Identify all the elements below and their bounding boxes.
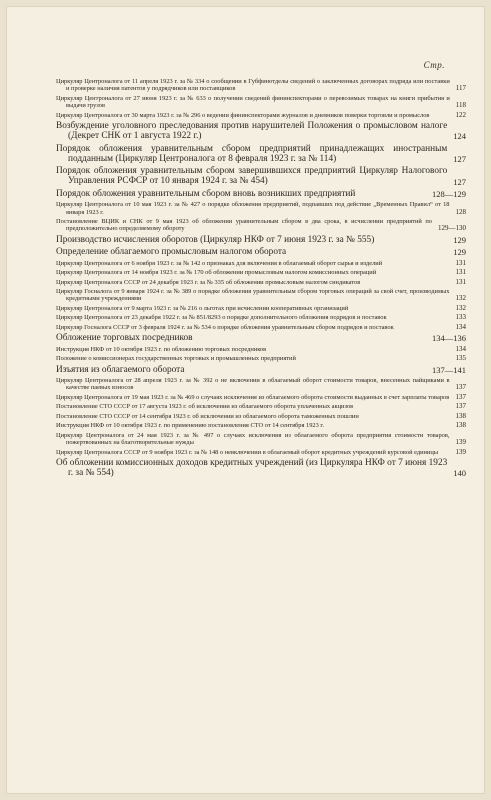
- toc-entry-page: 124: [453, 131, 466, 142]
- toc-entry-title: Изъятия из облагаемого оборота: [56, 364, 185, 375]
- toc-entry: [56, 269, 466, 276]
- toc-entry-title: Циркуляр Госналога от 9 января 1924 г. за № 389 о порядке обложения уравнительным сбором торговых операций за свой счет, производимых кредитными учреждениями: [56, 288, 450, 303]
- toc-entry: [56, 95, 466, 110]
- toc-entry-title: Циркуляр Центроналога от 30 марта 1923 г. за № 296 о ведении фининспекторами журналов и дневников поверки торговли и промыслов: [56, 111, 430, 119]
- toc-entry: [56, 235, 466, 245]
- toc-entry: [56, 314, 466, 321]
- toc-entry: [56, 422, 466, 429]
- toc-entry-page: 132: [455, 303, 466, 312]
- toc-entry-title: Постановление СТО СССР от 14 сентября 1923 г. об исключении из облагаемого оборота таможенных пошлин: [56, 412, 359, 420]
- toc-entry: [56, 346, 466, 353]
- toc-entry-page: 139: [455, 438, 466, 447]
- toc-entry: [56, 403, 466, 410]
- toc-entry: [56, 305, 466, 312]
- toc-entry-page: 137: [455, 383, 466, 392]
- toc-entry-page: 134: [455, 344, 466, 353]
- toc-entry: [56, 78, 466, 93]
- toc-entry-page: 117: [455, 84, 466, 93]
- toc-entry-page: 135: [455, 354, 466, 363]
- toc-entry-title: Обложение торговых посредников: [56, 333, 193, 344]
- toc-entry-title: Инструкция НКФ от 10 октября 1923 г. по применению постановления СТО от 14 сентября 1923 г.: [56, 422, 324, 430]
- toc-entry-title: Порядок обложения уравнительным сбором вновь возникших предприятий: [56, 188, 356, 199]
- toc-entry-title: Положение о комиссионерах государственных торговых и промышленных предприятий: [56, 355, 296, 363]
- toc-entry: [56, 432, 466, 447]
- toc-entry: [56, 413, 466, 420]
- toc-entry-page: 133: [455, 313, 466, 322]
- toc-entry-page: 138: [455, 411, 466, 420]
- toc-entry-title: Циркуляр Центроналога от 28 апреля 1923 г. за № 392 о не включении в облагаемый оборот стоимости товаров, внесенных пайщиками в качестве паевых взносов: [56, 377, 450, 392]
- toc-entry: [56, 279, 466, 286]
- toc-entry-page: 139: [455, 447, 466, 456]
- toc-entry-title: Циркуляр Центроналога от 10 мая 1923 г. за № 427 о порядке обложения предприятий, подпавших под действие „Временных Правил“ от 18 января 1923 г.: [56, 201, 450, 216]
- toc-entry: [56, 121, 466, 141]
- toc-entry: [56, 394, 466, 401]
- toc-entry: [56, 458, 466, 478]
- toc-entry: [56, 218, 466, 233]
- toc-entry-title: Циркуляр Центроналога от 6 ноября 1923 г. за № 142 о признаках для включения в облагаемый оборот сырья и изделий: [56, 259, 383, 267]
- toc-entry-title: Определение облагаемого промысловым налогом оборота: [56, 247, 287, 258]
- toc-entry-title: Циркуляр Центроналога от 9 марта 1923 г. за № 216 о льготах при исчислении кооперативных организаций: [56, 304, 349, 312]
- toc-entry-page: 122: [455, 110, 466, 119]
- toc-entry: [56, 260, 466, 267]
- toc-entry-title: Циркуляр Госналога СССР от 3 февраля 1924 г. за № 534 о порядке обложения уравнительным сбором подрядов и поставок: [56, 323, 394, 331]
- toc-entry-page: 137: [455, 402, 466, 411]
- book-page: [6, 6, 485, 794]
- toc-entry-page: 129: [453, 234, 466, 245]
- toc-entry: [56, 365, 466, 375]
- toc-entry-page: 131: [455, 258, 466, 267]
- toc-entry-page: 140: [453, 468, 466, 479]
- toc-entry-page: 131: [455, 268, 466, 277]
- toc-entry: [56, 201, 466, 216]
- toc-entry: [56, 166, 466, 186]
- toc-entry: [56, 247, 466, 257]
- toc-entry-page: 134: [455, 322, 466, 331]
- toc-entry-title: Инструкция НКФ от 10 октября 1923 г. по обложению торговых посредников: [56, 345, 267, 353]
- toc-entry: [56, 377, 466, 392]
- toc-entry-page: 128—129: [432, 189, 466, 200]
- toc-entry-page: 131: [455, 277, 466, 286]
- toc-entry-title: Постановление СТО СССР от 17 августа 1923 г. об исключении из облагаемого оборота уплаченных акцизов: [56, 403, 354, 411]
- toc-entry: [56, 449, 466, 456]
- toc-entry-page: 137: [455, 392, 466, 401]
- toc-entry-page: 138: [455, 421, 466, 430]
- table-of-contents: [56, 78, 466, 481]
- toc-entry-title: Циркуляр Центроналога от 14 ноября 1923 г. за № 170 об обложении промысловым налогом комиссионных операций: [56, 269, 377, 277]
- toc-entry: [56, 324, 466, 331]
- toc-entry-title: Циркуляр Центроналога от 19 мая 1923 г. за № 469 о случаях исключения из облагаемого оборота стоимости выданных в счет зарплаты товаров: [56, 393, 450, 401]
- toc-entry-page: 132: [455, 294, 466, 303]
- toc-entry: [56, 355, 466, 362]
- toc-entry-title: Циркуляр Центроналога СССР от 9 ноября 1923 г. за № 148 о невключении в облагаемый оборот кредитных учреждений курсовой единицы: [56, 448, 439, 456]
- toc-entry-title: Порядок обложения уравнительным сбором завершившихся предприятий Циркуляр Налогового Управления РСФСР от 10 января 1924 г. за № 454): [56, 166, 448, 187]
- toc-entry-page: 128: [455, 207, 466, 216]
- toc-entry-title: Постановление ВЦИК и СНК от 9 мая 1923 об обложении уравнительным сбором в два срока, в исчислении предприятий по предположительно определяемому обороту: [56, 218, 432, 233]
- toc-entry-page: 134—136: [432, 333, 466, 344]
- toc-entry: [56, 189, 466, 199]
- toc-entry-title: Циркуляр Центроналога СССР от 24 декабря 1923 г. за № 335 об обложении промысловым налогом синдикатов: [56, 278, 361, 286]
- toc-entry-title: Циркуляр Центроналога от 23 декабря 1922 г. за № 851/8293 о порядке дополнительного обложения подрядов и поставок: [56, 314, 387, 322]
- toc-entry-page: 137—141: [432, 364, 466, 375]
- page-column-header: Стр.: [423, 60, 445, 70]
- toc-entry-page: 127: [453, 176, 466, 187]
- toc-entry-title: Циркуляр Центроналога от 11 апреля 1923 г. за № 334 о сообщении в Губфинотделы сведений о заключенных договорах подряда или поставки и проверке наличия патентов у подрядчиков или поставщиков: [56, 78, 450, 93]
- toc-entry-page: 127: [453, 154, 466, 165]
- toc-entry-title: Производство исчисления оборотов (Циркуляр НКФ от 7 июня 1923 г. за № 555): [56, 234, 375, 245]
- toc-entry-title: Возбуждение уголовного преследования против нарушителей Положения о промысловом налоге (Декрет СНК от 1 августа 1922 г.): [56, 121, 448, 142]
- toc-entry-page: 129—130: [438, 224, 466, 233]
- toc-entry-page: 129: [453, 247, 466, 258]
- toc-entry: [56, 333, 466, 343]
- toc-entry-title: Об обложении комиссионных доходов кредитных учреждений (из Циркуляра НКФ от 7 июня 1923 г. за № 554): [56, 457, 448, 479]
- toc-entry-page: 118: [455, 101, 466, 110]
- toc-entry-title: Циркуляр Центроналога от 27 июня 1923 г. за № 633 о получении сведений фининспекторами о перевозимых товарах на книги прибытия и выдачи грузов: [56, 94, 450, 110]
- toc-entry-title: Циркуляр Центроналога от 24 мая 1923 г. за № 497 о случаях исключения из облагаемого оборота предприятия стоимости товаров, пожертвованных на благотворительные нужды: [56, 431, 450, 447]
- toc-entry: [56, 112, 466, 119]
- toc-entry-title: Порядок обложения уравнительным сбором предприятий принадлежащих иностранным подданным (Циркуляр Центроналога от 8 февраля 1923 г. за № 114): [56, 143, 448, 164]
- toc-entry: [56, 288, 466, 303]
- toc-entry: [56, 144, 466, 164]
